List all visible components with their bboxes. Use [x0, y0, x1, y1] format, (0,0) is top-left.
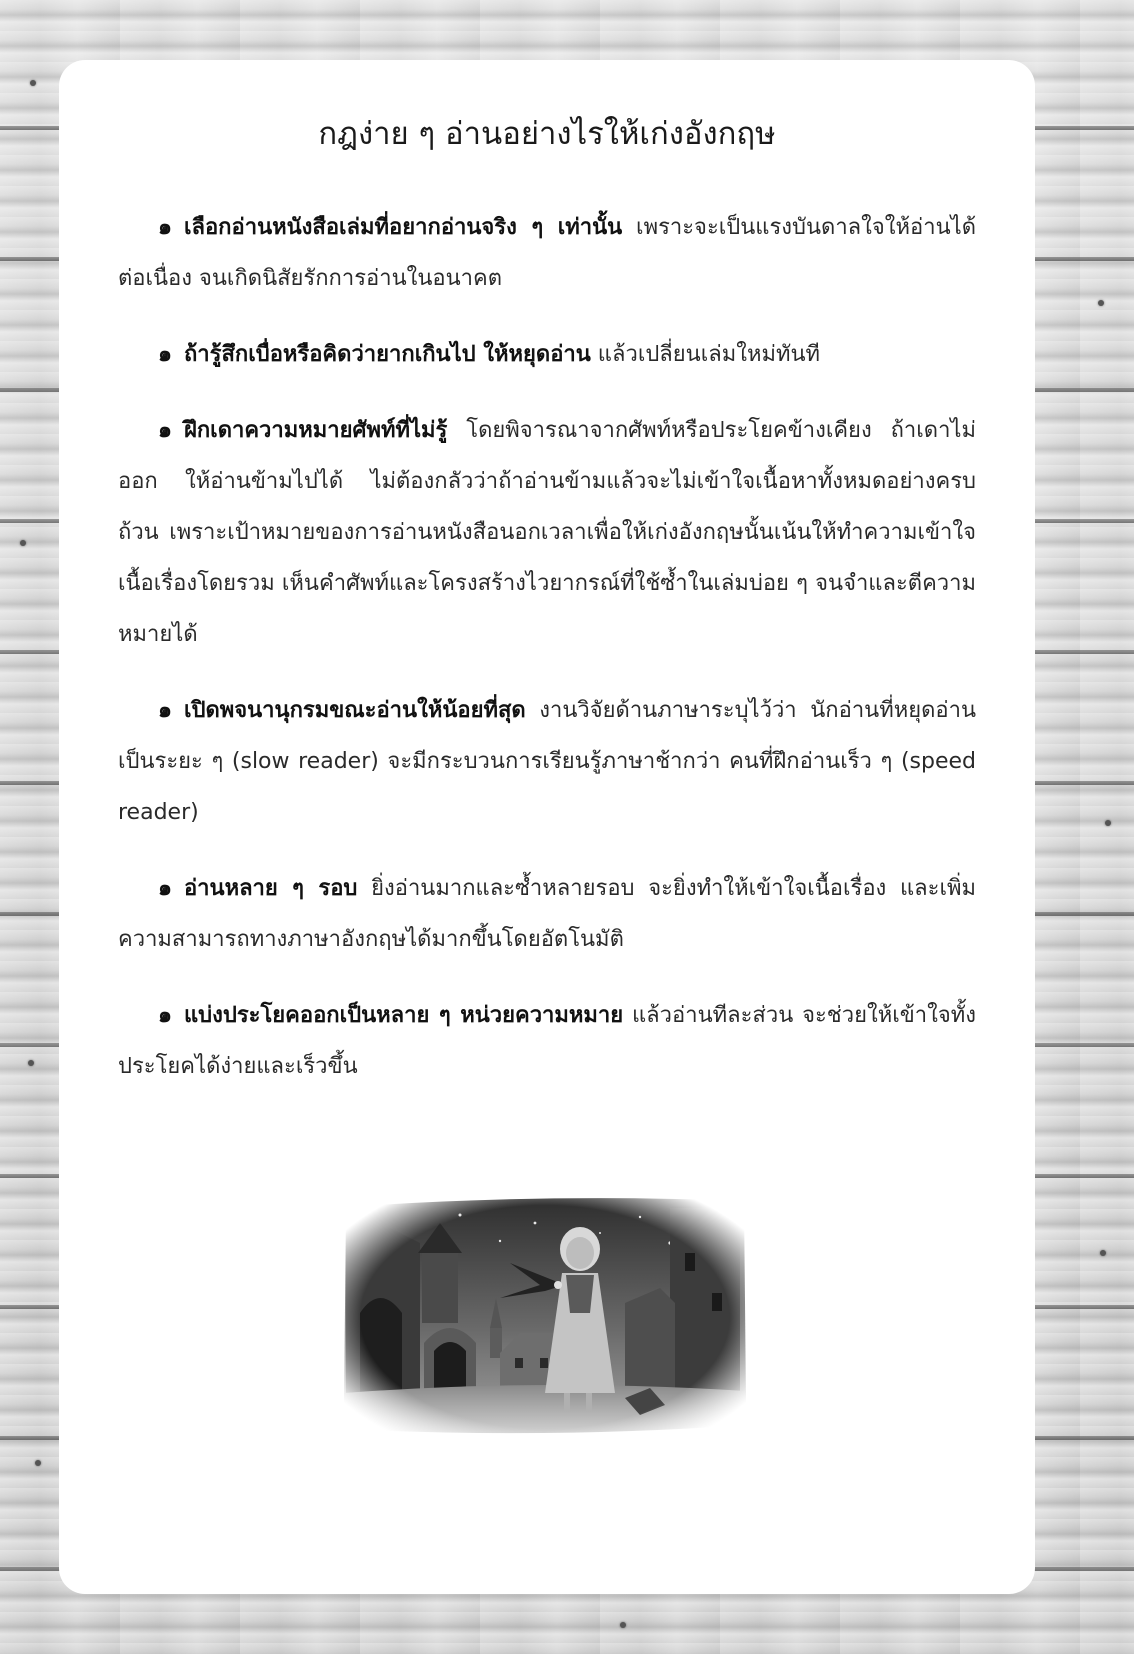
nail-icon: [35, 1460, 41, 1466]
rule-heading: เปิดพจนานุกรมขณะอ่านให้น้อยที่สุด: [183, 698, 526, 723]
rule-item: [118, 863, 976, 965]
rule-text: แล้วเปลี่ยนเล่มใหม่ทันที: [590, 342, 821, 367]
nail-icon: [620, 1622, 626, 1628]
content-card: [59, 60, 1035, 1594]
rule-bullet: ๑: [158, 418, 172, 443]
nail-icon: [20, 540, 26, 546]
nail-icon: [1105, 820, 1111, 826]
page-title: กฎง่าย ๆ อ่านอย่างไรให้เก่งอังกฤษ: [318, 116, 776, 152]
rule-heading: ถ้ารู้สึกเบื่อหรือคิดว่ายากเกินไป ให้หยุดอ่าน: [183, 342, 591, 367]
rule-bullet: ๑: [158, 876, 172, 901]
rule-heading: เลือกอ่านหนังสือเล่มที่อยากอ่านจริง ๆ เท่านั้น: [183, 215, 623, 240]
rule-bullet: ๑: [158, 698, 172, 723]
nail-icon: [30, 80, 36, 86]
rule-item: [118, 202, 976, 304]
rule-heading: อ่านหลาย ๆ รอบ: [183, 876, 358, 901]
nail-icon: [1098, 300, 1104, 306]
rule-text: เพราะจะเป็นแรงบันดาลใจให้อ่านได้ต่อเนื่อง จนเกิดนิสัยรักการอ่านในอนาคต: [118, 215, 976, 291]
rule-bullet: ๑: [158, 215, 172, 240]
rule-bullet: ๑: [158, 1003, 172, 1028]
rule-heading: ฝึกเดาความหมายศัพท์ที่ไม่รู้: [183, 418, 448, 443]
rule-text: ยิ่งอ่านมากและซ้ำหลายรอบ จะยิ่งทำให้เข้าใจเนื้อเรื่อง และเพิ่มความสามารถทางภาษาอังกฤษได้มากขึ้นโดยอัตโนมัติ: [118, 876, 976, 952]
rules-list: [118, 202, 976, 1117]
rule-text: โดยพิจารณาจากศัพท์หรือประโยคข้างเคียง ถ้าเดาไม่ออก ให้อ่านข้ามไปได้ ไม่ต้องกลัวว่าถ้าอ่านข้ามแล้วจะไม่เข้าใจเนื้อหาทั้งหมดอย่างครบถ้วน เพราะเป้าหมายของการอ่านหนังสือนอกเวลาเพื่อให้เก่งอังกฤษนั้นเน้นให้ทำความเข้าใจเนื้อเรื่องโดยรวม เห็นคำศัพท์และโครงสร้างไวยากรณ์ที่ใช้ซ้ำในเล่มบ่อย ๆ จนจำและตีความหมายได้: [118, 418, 976, 647]
rule-item: [118, 405, 976, 660]
nail-icon: [1100, 1250, 1106, 1256]
rule-bullet: ๑: [158, 342, 172, 367]
rule-heading: แบ่งประโยคออกเป็นหลาย ๆ หน่วยความหมาย: [183, 1003, 624, 1028]
rule-item: [118, 990, 976, 1092]
rule-item: [118, 685, 976, 838]
rule-text: แล้วอ่านทีละส่วน จะช่วยให้เข้าใจทั้งประโยคได้ง่ายและเร็วขึ้น: [118, 1003, 976, 1079]
nail-icon: [28, 1060, 34, 1066]
girl-with-swallow-illustration-icon: [340, 1193, 750, 1441]
rule-item: [118, 329, 976, 380]
rule-text: งานวิจัยด้านภาษาระบุไว้ว่า นักอ่านที่หยุดอ่านเป็นระยะ ๆ (slow reader) จะมีกระบวนการเรียนรู้ภาษาช้ากว่า คนที่ฝึกอ่านเร็ว ๆ (speed reader): [118, 698, 976, 825]
